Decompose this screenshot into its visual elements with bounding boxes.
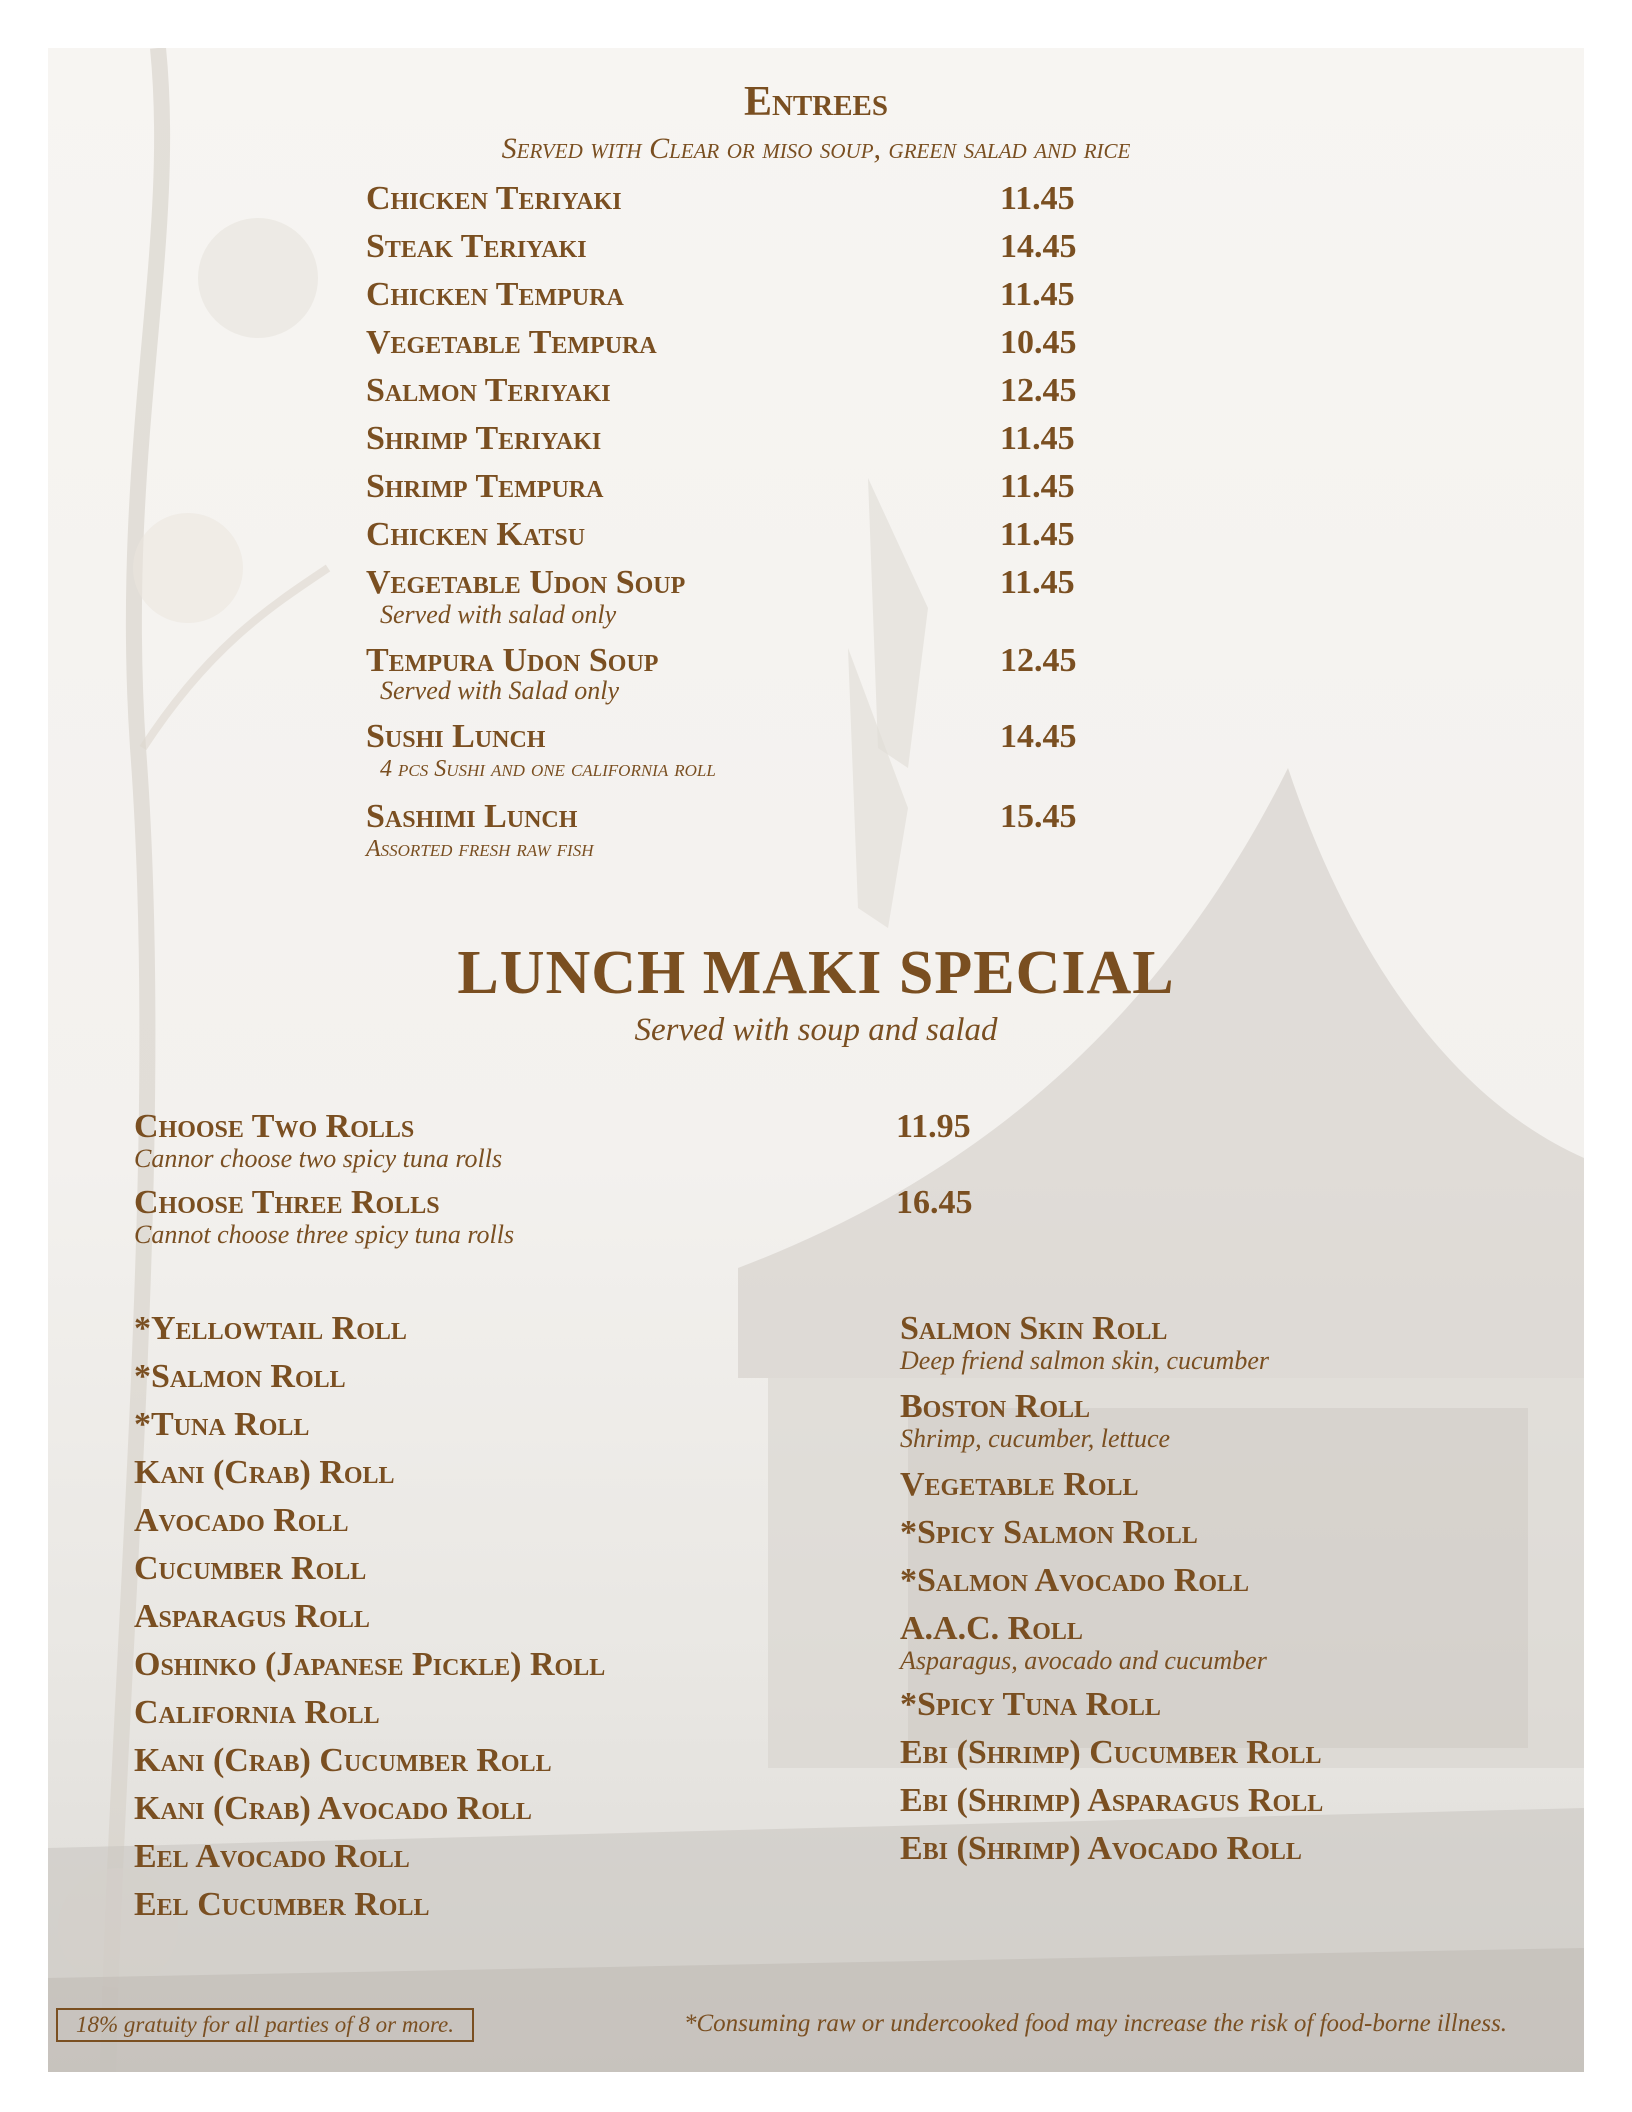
entree-item-desc: 4 pcs Sushi and one california roll [380,756,716,782]
roll-item: *Spicy Salmon Roll [900,1514,1198,1551]
roll-item: Avocado Roll [134,1502,349,1539]
maki-option-desc: Cannot choose three spicy tuna rolls [134,1220,515,1249]
maki-option-name: Choose Two Rolls [134,1108,415,1145]
roll-item: *Yellowtail Roll [134,1310,407,1347]
maki-subheading: Served with soup and salad [634,1012,998,1048]
entree-item-price: 12.45 [1000,642,1077,679]
roll-item: Ebi (Shrimp) Avocado Roll [900,1830,1302,1867]
roll-item: Eel Avocado Roll [134,1838,410,1875]
entree-item-name: Sashimi Lunch [366,798,578,835]
entrees-heading: Entrees [743,79,889,125]
roll-item: Ebi (Shrimp) Cucumber Roll [900,1734,1322,1771]
entree-item-name: Tempura Udon Soup [366,642,659,679]
gratuity-note: 18% gratuity for all parties of 8 or more. [56,2008,474,2042]
maki-heading: LUNCH MAKI SPECIAL [457,939,1175,1007]
roll-item: *Spicy Tuna Roll [900,1686,1161,1723]
entree-item-name: Shrimp Tempura [366,468,604,505]
roll-item-desc: Asparagus, avocado and cucumber [900,1646,1267,1675]
entree-item-price: 11.45 [1000,516,1075,553]
entree-item-price: 11.45 [1000,420,1075,457]
entree-item-desc: Assorted fresh raw fish [366,836,594,862]
entree-item-name: Shrimp Teriyaki [366,420,602,457]
roll-item: *Salmon Roll [134,1358,346,1395]
roll-item: Kani (Crab) Roll [134,1454,395,1491]
entree-item-name: Chicken Tempura [366,276,624,313]
entree-item-price: 10.45 [1000,324,1077,361]
roll-item-desc: Deep friend salmon skin, cucumber [900,1346,1269,1375]
entree-item-name: Vegetable Tempura [366,324,657,361]
entree-item-name: Steak Teriyaki [366,228,587,265]
roll-item: Cucumber Roll [134,1550,367,1587]
roll-item: Eel Cucumber Roll [134,1886,430,1923]
roll-item: *Salmon Avocado Roll [900,1562,1249,1599]
roll-item: Salmon Skin Roll [900,1310,1168,1347]
roll-item: Boston Roll [900,1388,1091,1425]
entree-item-name: Salmon Teriyaki [366,372,611,409]
roll-item: Ebi (Shrimp) Asparagus Roll [900,1782,1324,1819]
maki-option-desc: Cannor choose two spicy tuna rolls [134,1144,503,1173]
roll-item: A.A.C. Roll [900,1610,1083,1647]
entree-item-price: 12.45 [1000,372,1077,409]
entree-item-price: 11.45 [1000,468,1075,505]
entree-item-name: Sushi Lunch [366,718,546,755]
entree-item-price: 11.45 [1000,180,1075,217]
maki-option-price: 16.45 [896,1184,973,1221]
entree-item-price: 11.45 [1000,276,1075,313]
roll-item: Vegetable Roll [900,1466,1139,1503]
entree-item-price: 14.45 [1000,718,1077,755]
maki-option-name: Choose Three Rolls [134,1184,440,1221]
roll-item: *Tuna Roll [134,1406,310,1443]
entree-item-name: Chicken Katsu [366,516,586,553]
entree-item-desc: Served with Salad only [380,676,620,705]
raw-food-warning: *Consuming raw or undercooked food may increase the risk of food-borne illness. [684,2010,1508,2037]
roll-item: Kani (Crab) Avocado Roll [134,1790,532,1827]
roll-item: California Roll [134,1694,380,1731]
entree-item-desc: Served with salad only [380,600,617,629]
entree-item-price: 14.45 [1000,228,1077,265]
entree-item-price: 15.45 [1000,798,1077,835]
roll-item: Kani (Crab) Cucumber Roll [134,1742,552,1779]
maki-option-price: 11.95 [896,1108,971,1145]
entree-item-name: Chicken Teriyaki [366,180,622,217]
entree-item-price: 11.45 [1000,564,1075,601]
entrees-subheading: Served with Clear or miso soup, green salad and rice [501,132,1131,165]
roll-item: Oshinko (Japanese Pickle) Roll [134,1646,606,1683]
entree-item-name: Vegetable Udon Soup [366,564,686,601]
roll-item: Asparagus Roll [134,1598,370,1635]
roll-item-desc: Shrimp, cucumber, lettuce [900,1424,1171,1453]
